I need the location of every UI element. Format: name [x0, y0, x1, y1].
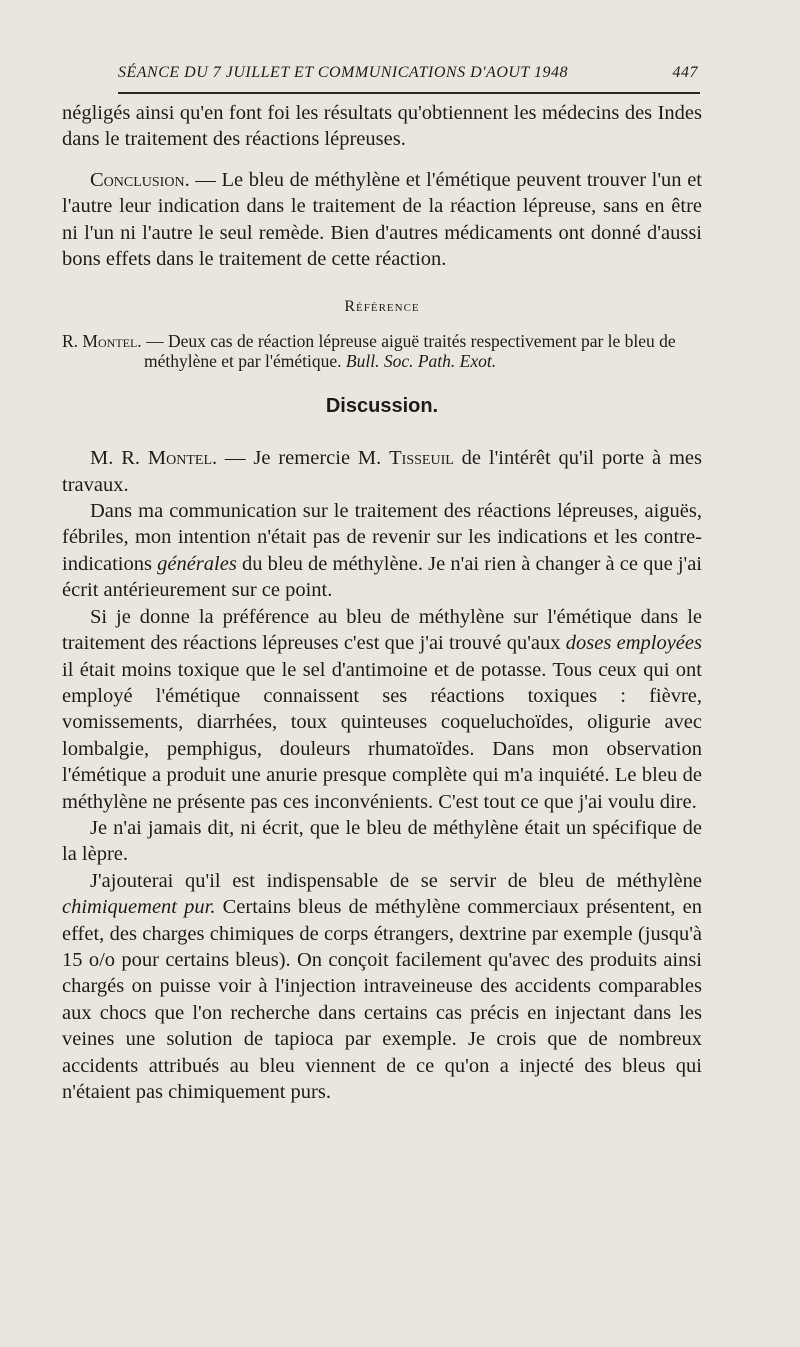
- d1-text: — Je remercie M.: [217, 447, 390, 470]
- d2-text-b: du bleu de méthylène. Je n'ai rien à changer à ce que j'ai écrit antérieurement sur ce point.: [62, 552, 703, 602]
- conclusion-text: — Le bleu de méthylène et l'émétique peuvent trouver l'un et l'autre leur indication dans le traitement de la réaction lépreuse, sans en être ni l'un ni l'autre le seul remède. Bien d'autres médicaments ont donné d'aussi bons effets dans le traitement de cette réaction.: [62, 168, 702, 271]
- paragraph-discussion-2: [62, 498, 702, 604]
- reference-journal: Bull. Soc. Path. Exot.: [345, 350, 497, 371]
- paragraph-discussion-5: [62, 868, 702, 1106]
- reference-text: — Deux cas de réaction lépreuse aiguë traités respectivement par le bleu de méthylène et par l'émétique.: [141, 330, 676, 371]
- d3-text-b: il était moins toxique que le sel d'antimoine et de potasse. Tous ceux qui ont employé l'émétique connaissent ses réactions toxiques : fièvre, vomissements, diarrhées, toux quinteuses coqueluchoïdes, oligurie avec lombalgie, pemphigus, douleurs rhumatoïdes. Dans mon observation l'émétique a produit une anurie presque complète qui m'a inquiété. Le bleu de méthylène ne présente pas ces inconvénients. C'est tout ce que j'ai voulu dire.: [62, 658, 702, 813]
- speaker-prefix: M. R.: [90, 447, 148, 470]
- running-title: SÉANCE DU 7 JUILLET ET COMMUNICATIONS D'AOUT 1948: [118, 64, 569, 81]
- speaker-name: Montel.: [147, 447, 218, 470]
- paragraph-intro: négligés ainsi qu'en font foi les résultats qu'obtiennent les médecins des Indes dans le traitement des réactions lépreuses.: [62, 102, 702, 151]
- reference-author: R. Montel.: [62, 330, 142, 351]
- d5-text-a: J'ajouterai qu'il est indispensable de se servir de bleu de méthylène: [90, 869, 702, 892]
- running-header: [118, 64, 698, 82]
- reference-entry: [62, 331, 702, 371]
- d3-italic: doses employées: [565, 632, 702, 655]
- conclusion-label: Conclusion.: [90, 168, 190, 191]
- d2-text-a: Dans ma communication sur le traitement des réactions lépreuses, aiguës, fébriles, mon intention n'était pas de revenir sur les indications et les contre-indications: [62, 500, 702, 575]
- page-body: [62, 100, 702, 1105]
- d1-rest: de l'intérêt qu'il porte à mes travaux.: [62, 447, 702, 496]
- d3-text-a: Si je donne la préférence au bleu de méthylène sur l'émétique dans le traitement des réactions lépreuses c'est que j'ai trouvé qu'aux: [62, 605, 702, 655]
- discussion-title: Discussion.: [325, 394, 439, 417]
- addressee-name: Tisseuil: [389, 447, 454, 470]
- reference-title: Référence: [344, 298, 420, 316]
- page-number: 447: [672, 64, 698, 81]
- paragraph-discussion-1: [62, 445, 702, 498]
- paragraph-discussion-4: Je n'ai jamais dit, ni écrit, que le bleu de méthylène était un spécifique de la lèpre.: [62, 816, 702, 866]
- d5-italic: chimiquement pur.: [62, 896, 216, 919]
- header-rule: [118, 92, 700, 94]
- paragraph-conclusion: [62, 167, 702, 273]
- d5-text-b: Certains bleus de méthylène commerciaux présentent, en effet, des charges chimiques de corps étrangers, dextrine par exemple (jusqu'à 15 o/o pour certains bleus). On conçoit facilement qu'avec des produits ainsi chargés on puisse voir à l'injection intraveineuse des accidents comparables aux chocs que l'on recherche dans certains cas précis en injectant dans les veines une solution de tapioca par exemple. Je crois que de nombreux accidents attribués au bleu viennent de ce qu'on a injecté des bleus qui n'étaient pas chimiquement purs.: [62, 896, 702, 1103]
- paragraph-discussion-3: [62, 604, 702, 815]
- d2-italic: générales: [157, 552, 237, 575]
